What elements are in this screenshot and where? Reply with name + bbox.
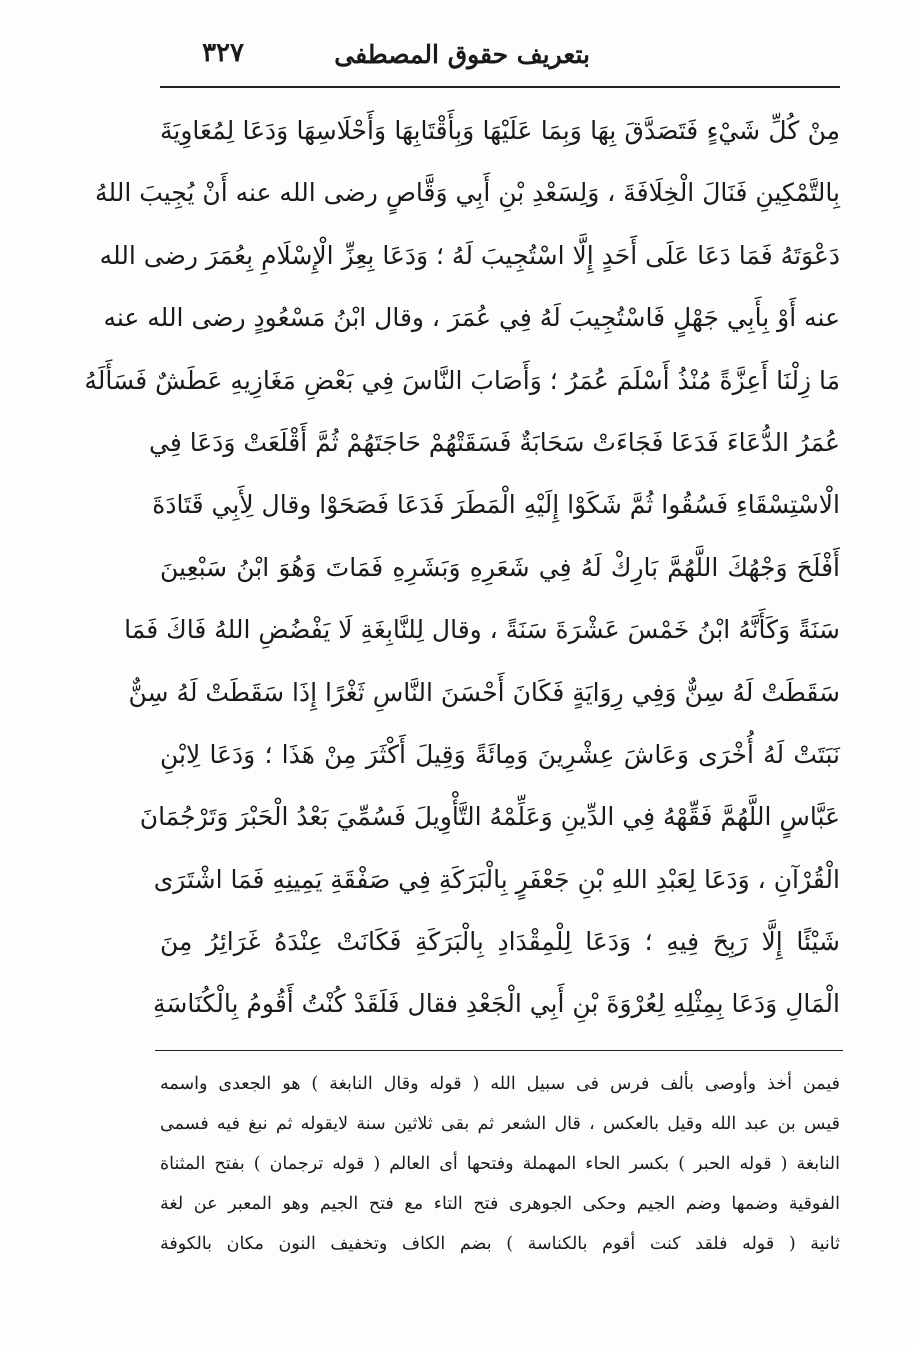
- running-title: بتعريف حقوق المصطفى: [334, 40, 590, 69]
- text-line: مَا زِلْنَا أَعِزَّةً مُنْذُ أَسْلَمَ عُمَرُ ؛ وَأَصَابَ النَّاسَ فِي بَعْضِ مَغَازِيهِ عَطَشٌ فَسَأَلَهُ: [84, 365, 840, 395]
- text-line: شَيْئًا إِلَّا رَبِحَ فِيهِ ؛ وَدَعَا لِلْمِقْدَادِ بِالْبَرَكَةِ فَكَانَتْ عِنْدَهُ غَرَائِرُ مِنَ: [160, 927, 840, 957]
- text-line: سَقَطَتْ لَهُ سِنٌّ وَفِي رِوَايَةٍ فَكَانَ أَحْسَنَ النَّاسِ ثَغْرًا إِذَا سَقَطَتْ لَهُ سِنٌّ: [128, 677, 840, 707]
- running-header: [160, 36, 840, 82]
- text-line: عنه أَوْ بِأَبِي جَهْلٍ فَاسْتُجِيبَ لَهُ فِي عُمَرَ ، وقال ابْنُ مَسْعُودٍ رضى الله عنه: [103, 303, 840, 333]
- text-line: نَبَتَتْ لَهُ أُخْرَى وَعَاشَ عِشْرِينَ وَمِائَةً وَقِيلَ أَكْثَرَ مِنْ هَذَا ؛ وَدَعَا لِابْنِ: [160, 739, 840, 769]
- footnote-line: ثانية ( قوله فلقد كنت أقوم بالكناسة ) بضم الكاف وتخفيف النون مكان بالكوفة: [160, 1234, 840, 1254]
- footnote-line: النابغة ( قوله الحبر ) بكسر الحاء المهملة وفتحها أى العالم ( قوله ترجمان ) بفتح المثناة: [160, 1154, 840, 1174]
- text-line: الْمَالِ وَدَعَا بِمِثْلِهِ لِعُرْوَةَ بْنِ أَبِي الْجَعْدِ فقال فَلَقَدْ كُنْتُ أَقُومُ بِالْكُنَاسَةِ: [152, 989, 840, 1019]
- text-line: مِنْ كُلِّ شَيْءٍ فَتَصَدَّقَ بِهَا وَبِمَا عَلَيْهَا وَبِأَقْتَابِهَا وَأَحْلَاسِهَا وَدَعَا لِمُعَاوِيَةَ: [160, 116, 840, 145]
- text-line: بِالتَّمْكِينِ فَنَالَ الْخِلَافَةَ ، وَلِسَعْدِ بْنِ أَبِي وَقَّاصٍ رضى الله عنه أَنْ يُجِيبَ اللهُ: [95, 178, 840, 208]
- footnote-line: قيس بن عبد الله وقيل بالعكس ، قال الشعر ثم بقى ثلاثين سنة لايقوله ثم نبغ فيه فسمى: [160, 1114, 840, 1134]
- text-line: الْاسْتِسْقَاءِ فَسُقُوا ثُمَّ شَكَوْا إِلَيْهِ الْمَطَرَ فَدَعَا فَصَحَوْا وقال لِأَبِي قَتَادَةَ: [152, 490, 840, 520]
- text-line: الْقُرْآنِ ، وَدَعَا لِعَبْدِ اللهِ بْنِ جَعْفَرٍ بِالْبَرَكَةِ فِي صَفْقَةِ يَمِينِهِ فَمَا اشْتَرَى: [153, 864, 840, 894]
- footnote-line: فيمن أخذ وأوصى بألف فرس فى سبيل الله ( قوله وقال النابغة ) هو الجعدى واسمه: [160, 1074, 840, 1094]
- text-line: دَعْوَتَهُ فَمَا دَعَا عَلَى أَحَدٍ إِلَّا اسْتُجِيبَ لَهُ ؛ وَدَعَا بِعِزِّ الْإِسْلَامِ بِعُمَرَ رضى الله: [99, 240, 840, 270]
- main-text: [84, 100, 840, 1036]
- text-line: عُمَرُ الدُّعَاءَ فَدَعَا فَجَاءَتْ سَحَابَةٌ فَسَقَتْهُمْ حَاجَتَهُمْ ثُمَّ أَقْلَعَتْ وَدَعَا فِي: [148, 427, 840, 457]
- footnote-line: الفوقية وضمها وضم الجيم وحكى الجوهرى فتح التاء مع فتح الجيم وهو المعبر عن لغة: [160, 1194, 840, 1214]
- header-rule: [160, 86, 840, 88]
- text-line: سَنَةً وَكَأَنَّهُ ابْنُ خَمْسَ عَشْرَةَ سَنَةً ، وقال لِلنَّابِغَةِ لَا يَفْضُضِ اللهُ فَاكَ فَمَا: [124, 615, 840, 645]
- text-line: أَفْلَحَ وَجْهُكَ اللَّهُمَّ بَارِكْ لَهُ فِي شَعَرِهِ وَبَشَرِهِ فَمَاتَ وَهُوَ ابْنُ سَبْعِينَ: [160, 552, 840, 582]
- page-number: ٣٢٧: [202, 38, 244, 68]
- text-line: عَبَّاسٍ اللَّهُمَّ فَقِّهْهُ فِي الدِّينِ وَعَلِّمْهُ التَّأْوِيلَ فَسُمِّيَ بَعْدُ الْحَبْرَ وَتَرْجُمَانَ: [139, 802, 840, 832]
- footnotes: [160, 1064, 840, 1264]
- footnote-rule: [155, 1050, 843, 1051]
